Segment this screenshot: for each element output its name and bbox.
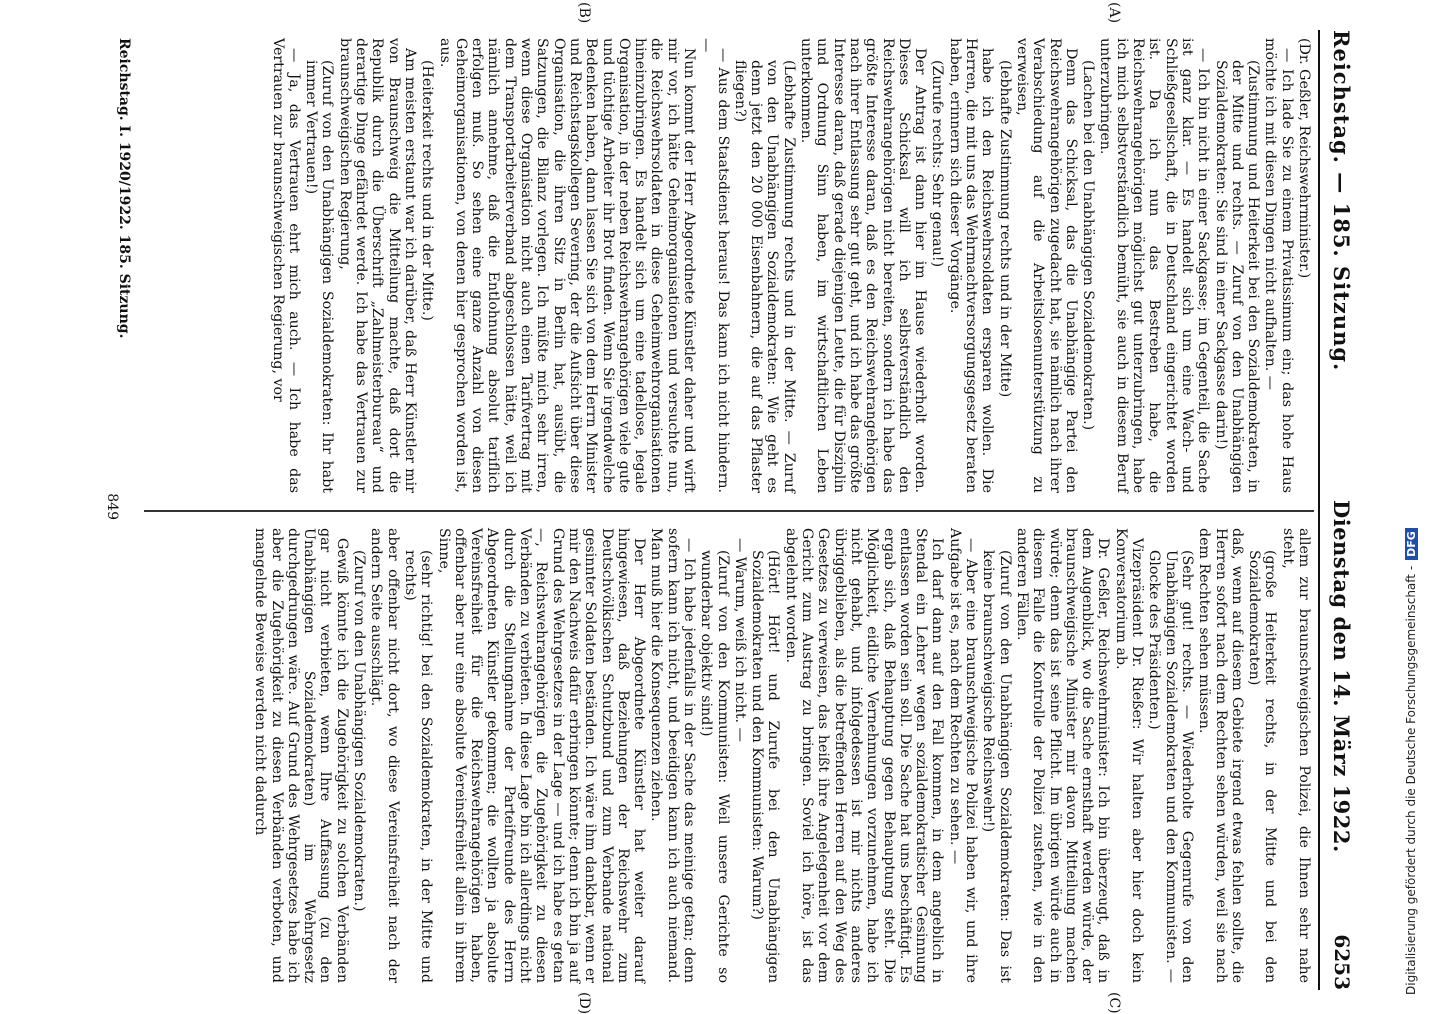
margin-mark-d: (D)	[576, 992, 592, 1014]
paragraph: — Ich habe jedenfalls in der Sache das meinige getan; denn sofern kann ich nicht, und beeidigen kann ich auch niemand. Man muß hier die Konsequenzen ziehen.	[648, 528, 698, 983]
paragraph: — Ja, das Vertrauen ehrt mich auch. — Ich habe das Vertrauen zur braunschweigischen Regierung, vor	[269, 38, 302, 493]
left-column	[92, 38, 1312, 493]
paragraph: daß, wenn auf diesem Gebiete irgend etwas fehlen sollte, die Herren sofort nach dem Rechten sehen würden, weil sie nach dem Rechten sehen müssen.	[1196, 528, 1245, 983]
interjection: (Zurufe rechts: Sehr genau!)	[929, 60, 946, 268]
margin-mark-c: (C)	[1106, 992, 1122, 1014]
credit-text: Digitalisierung gefördert durch die Deutsche Forschungsgemeinschaft -	[1404, 565, 1418, 995]
digitization-credit	[1404, 528, 1418, 995]
paragraph: aber offenbar nicht dort, wo diese Vereinsfreiheit nach der andern Seite ausschlägt.	[368, 528, 401, 983]
dfg-logo: DFG	[1405, 528, 1418, 560]
document-page	[40, 2, 1360, 1014]
interjection: (lebhafte Zustimmung rechts und in der Mitte)	[996, 60, 1013, 398]
paragraph: (Dr. Geßler, Reichswehrminister.)	[1296, 38, 1312, 279]
interjection: (sehr richtig! bei den Sozialdemokraten, in der Mitte und rechts)	[401, 550, 435, 983]
margin-mark-b: (B)	[576, 2, 592, 24]
interjection: (Zuruf von den Unabhängigen Sozialdemokraten: Ihr habt immer Vertrauen!)	[303, 60, 336, 493]
interjection: (Zuruf von den Unabhängigen Sozialdemokraten: Das ist keine braunschweigische Reichswehr!)	[980, 550, 1013, 983]
paragraph: — Ich bin nicht in einer Sackgasse; im Gegenteil, die Sache ist ganz klar. — Es handelt sich um eine Wach- und Schließgesellschaft, die in Deutschland eingerichtet worden ist. Da ich nun das Bestreben habe, die Reichswehrangehörigen möglichst gut unterzubringen, habe ich mich selbstverständlich bemüht, sie auch in diesem Beruf unterzubringen.	[1097, 38, 1212, 493]
header-rule	[1318, 30, 1320, 990]
header-date: Dienstag den 14. März 1922.	[1329, 500, 1354, 853]
paragraph: Vizepräsident Dr. Rießer: Wir halten aber hier doch kein Konversatorium ab.	[1112, 528, 1146, 983]
margin-mark-a: (A)	[1106, 2, 1122, 24]
interjection: (Zustimmung und Heiterkeit bei den Sozialdemokraten, in der Mitte und rechts. — Zuruf von den Unabhängigen Sozialdemokraten: Sie sind in einer Sackgasse darin!)	[1212, 60, 1262, 493]
header-left: Reichstag. — 185. Sitzung.	[1329, 30, 1354, 372]
paragraph: — Aber eine braunschweigische Polizei haben wir, und ihre Aufgabe ist es, nach dem Rechten zu sehen. —	[946, 528, 980, 983]
interjection: (Heiterkeit rechts und in der Mitte.)	[419, 60, 436, 321]
interjection: (Hört! Hört! und Zurufe bei den Unabhängigen Sozialdemokraten und den Kommunisten: Warum?)	[749, 550, 782, 983]
paragraph: Dr. Geßler, Reichswehrminister: Ich bin überzeugt, daß in dem Augenblick, wo die Sache ernsthaft werden würde, der braunschweigische Minister mir davon Mitteilung machen würde; denn das ist seine Pflicht. Im übrigen würde auch in diesem Falle die Kontrolle der Polizei zustehen, wie in den anderen Fällen.	[1013, 528, 1112, 983]
interjection: (große Heiterkeit rechts, in der Mitte und bei den Sozialdemokraten)	[1246, 550, 1279, 983]
interjection: (Sehr gut! rechts. — Wiederholte Gegenrufe von den Unabhängigen Sozialdemokraten und den Kommunisten. — Glocke des Präsidenten.)	[1146, 550, 1195, 983]
interjection: (Zuruf von den Kommunisten: Weil unsere Gerichte so wunderbar objektiv sind!)	[698, 550, 731, 983]
interjection: (Lachen bei den Unabhängigen Sozialdemokraten.)	[1080, 60, 1097, 431]
interjection: (Lebhafte Zustimmung rechts und in der Mitte. — Zuruf von den Unabhängigen Sozialdemokraten: Wie geht es denn jetzt den 20 000 Eisenbahnern, die auf das Pflaster fliegen?)	[731, 60, 797, 493]
paragraph: habe ich den Reichswehrsoldaten ersparen wollen. Die Herren, die mit uns das Wehrmachtversorgungsgesetz beraten haben, erinnern sich dieser Vorgänge.	[946, 38, 996, 493]
paragraph: Nun kommt der Herr Abgeordnete Künstler daher und wirft mir vor, ich hätte Geheimorganisationen und versuchte nun, die Reichswehrsoldaten in diese Geheimwehrorganisationen hineinzubringen. Es handelt sich um eine tadellose, legale Organisation, in der neben Reichswehrangehörigen viele gute und tüchtige Arbeiter ihr Brot finden. Wenn Sie irgendwelche Bedenken haben, dann lassen Sie sich von dem Herrn Minister und Reichstagskollegen Severing, der die Aufsicht über diese Organisation, die ihren Sitz in Berlin hat, ausübt, die Satzungen, die Bilanz vorlegen. Ich müßte mich sehr irren, wenn diese Organisation nicht auch einen Tarifvertrag mit dem Transportarbeiterverband abgeschlossen hätte, weil ich nämlich annehme, daß die Entlohnung absolut tariflich erfolgen muß. So sehen eine ganze Anzahl von diesen Geheimorganisationen, von denen hier gesprochen worden ist, aus.	[436, 38, 698, 493]
paragraph: Denn das Schicksal, das die Unabhängige Partei den Reichswehrangehörigen zugedacht hat, sie nämlich nach ihrer Verabschiedung auf die Arbeitslosenunterstützung zu verweisen,	[1013, 38, 1079, 493]
column-divider	[144, 510, 1314, 512]
paragraph: allem zur braunschweigischen Polizei, die Ihnen sehr nahe steht,	[1279, 528, 1312, 983]
paragraph: Ich darf dann auf den Fall kommen, in dem angeblich in Stendal ein Lehrer wegen sozialdemokratischer Gesinnung entlassen worden sein soll. Die Sache hat uns beschäftigt. Es ergab sich, daß Behauptung gegen Behauptung steht. Die Möglichkeit, eidliche Vernehmungen vorzunehmen, habe ich nicht gehabt, und infolgedessen ist mir nichts anderes übriggeblieben, als die betreffenden Herren auf den Weg des Gesetzes zu verweisen, das heißt ihre Angelegenheit vor dem Gericht zum Austrag zu bringen. Soviel ich höre, ist das abgelehnt worden.	[782, 528, 946, 983]
page-number: 6253	[1330, 934, 1354, 990]
right-column	[92, 528, 1312, 983]
paragraph: — Aus dem Staatsdienst heraus! Das kann ich nicht hindern. —	[698, 38, 731, 493]
paragraph: Am meisten erstaunt war ich darüber, daß Herr Künstler mir von Braunschweig die Mitteilung machte, daß dort die Republik durch die Überschrift „Zahlmeisterbureau“ und derartige Dinge gefährdet werde. Ich habe das Vertrauen zur braunschweigischen Regierung,	[336, 38, 418, 493]
page-footer: Reichstag. I. 1920/1922. 185. Sitzung.	[116, 38, 132, 339]
folio-number: 849	[104, 493, 120, 520]
interjection: (Zuruf von den Unabhängigen Sozialdemokraten.)	[351, 550, 368, 912]
paragraph: — Warum, weiß ich nicht. —	[731, 538, 748, 742]
paragraph: — Ich lade Sie zu einem Privatissimum ein; das hohe Haus möchte ich mit diesen Dingen nicht aufhalten. —	[1262, 38, 1295, 493]
paragraph: Der Herr Abgeordnete Künstler hat weiter darauf hingewiesen, daß Beziehungen der Reichswehr zum Deutschvölkischen Schutzbund und zum Verbande national gesinnter Soldaten beständen. Ich wäre ihm dankbar, wenn er mir den Nachweis dafür erbringen könnte; denn ich bin ja auf Grund des Wehrgesetzes in der Lage — und ich habe es getan —, Reichswehrangehörigen die Zugehörigkeit zu diesen Verbänden zu verbieten. In diese Lage bin ich allerdings nicht durch die Stellungnahme der Parteifreunde des Herrn Abgeordneten Künstler gekommen; die wollten ja absolute Vereinsfreiheit für die Reichswehrangehörigen haben, offenbar aber nur eine absolute Vereinsfreiheit allein in ihrem Sinne,	[435, 528, 648, 983]
page-header	[1320, 30, 1360, 990]
paragraph: Gewiß könnte ich die Zugehörigkeit zu solchen Verbänden gar nicht verbieten, wenn Ihre Auffassung (zu den Unabhängigen Sozialdemokraten) im Wehrgesetz durchgedrungen wäre. Auf Grund des Wehrgesetzes habe ich aber die Zugehörigkeit zu diesen Verbänden verboten, und mangelnde Beweise werden nicht dadurch	[252, 528, 350, 983]
paragraph: Der Antrag ist dann hier im Hause wiederholt worden. Dieses Schicksal will ich selbstverständlich den Reichswehrangehörigen nicht bereiten, sondern ich habe das größte Interesse daran, daß es den Reichswehrangehörigen nach ihrer Entlassung sehr gut geht, und ich habe das größte Interesse daran, daß gerade diejenigen Leute, die für Disziplin und Ordnung Sinn haben, im wirtschaftlichen Leben unterkommen.	[798, 38, 929, 493]
